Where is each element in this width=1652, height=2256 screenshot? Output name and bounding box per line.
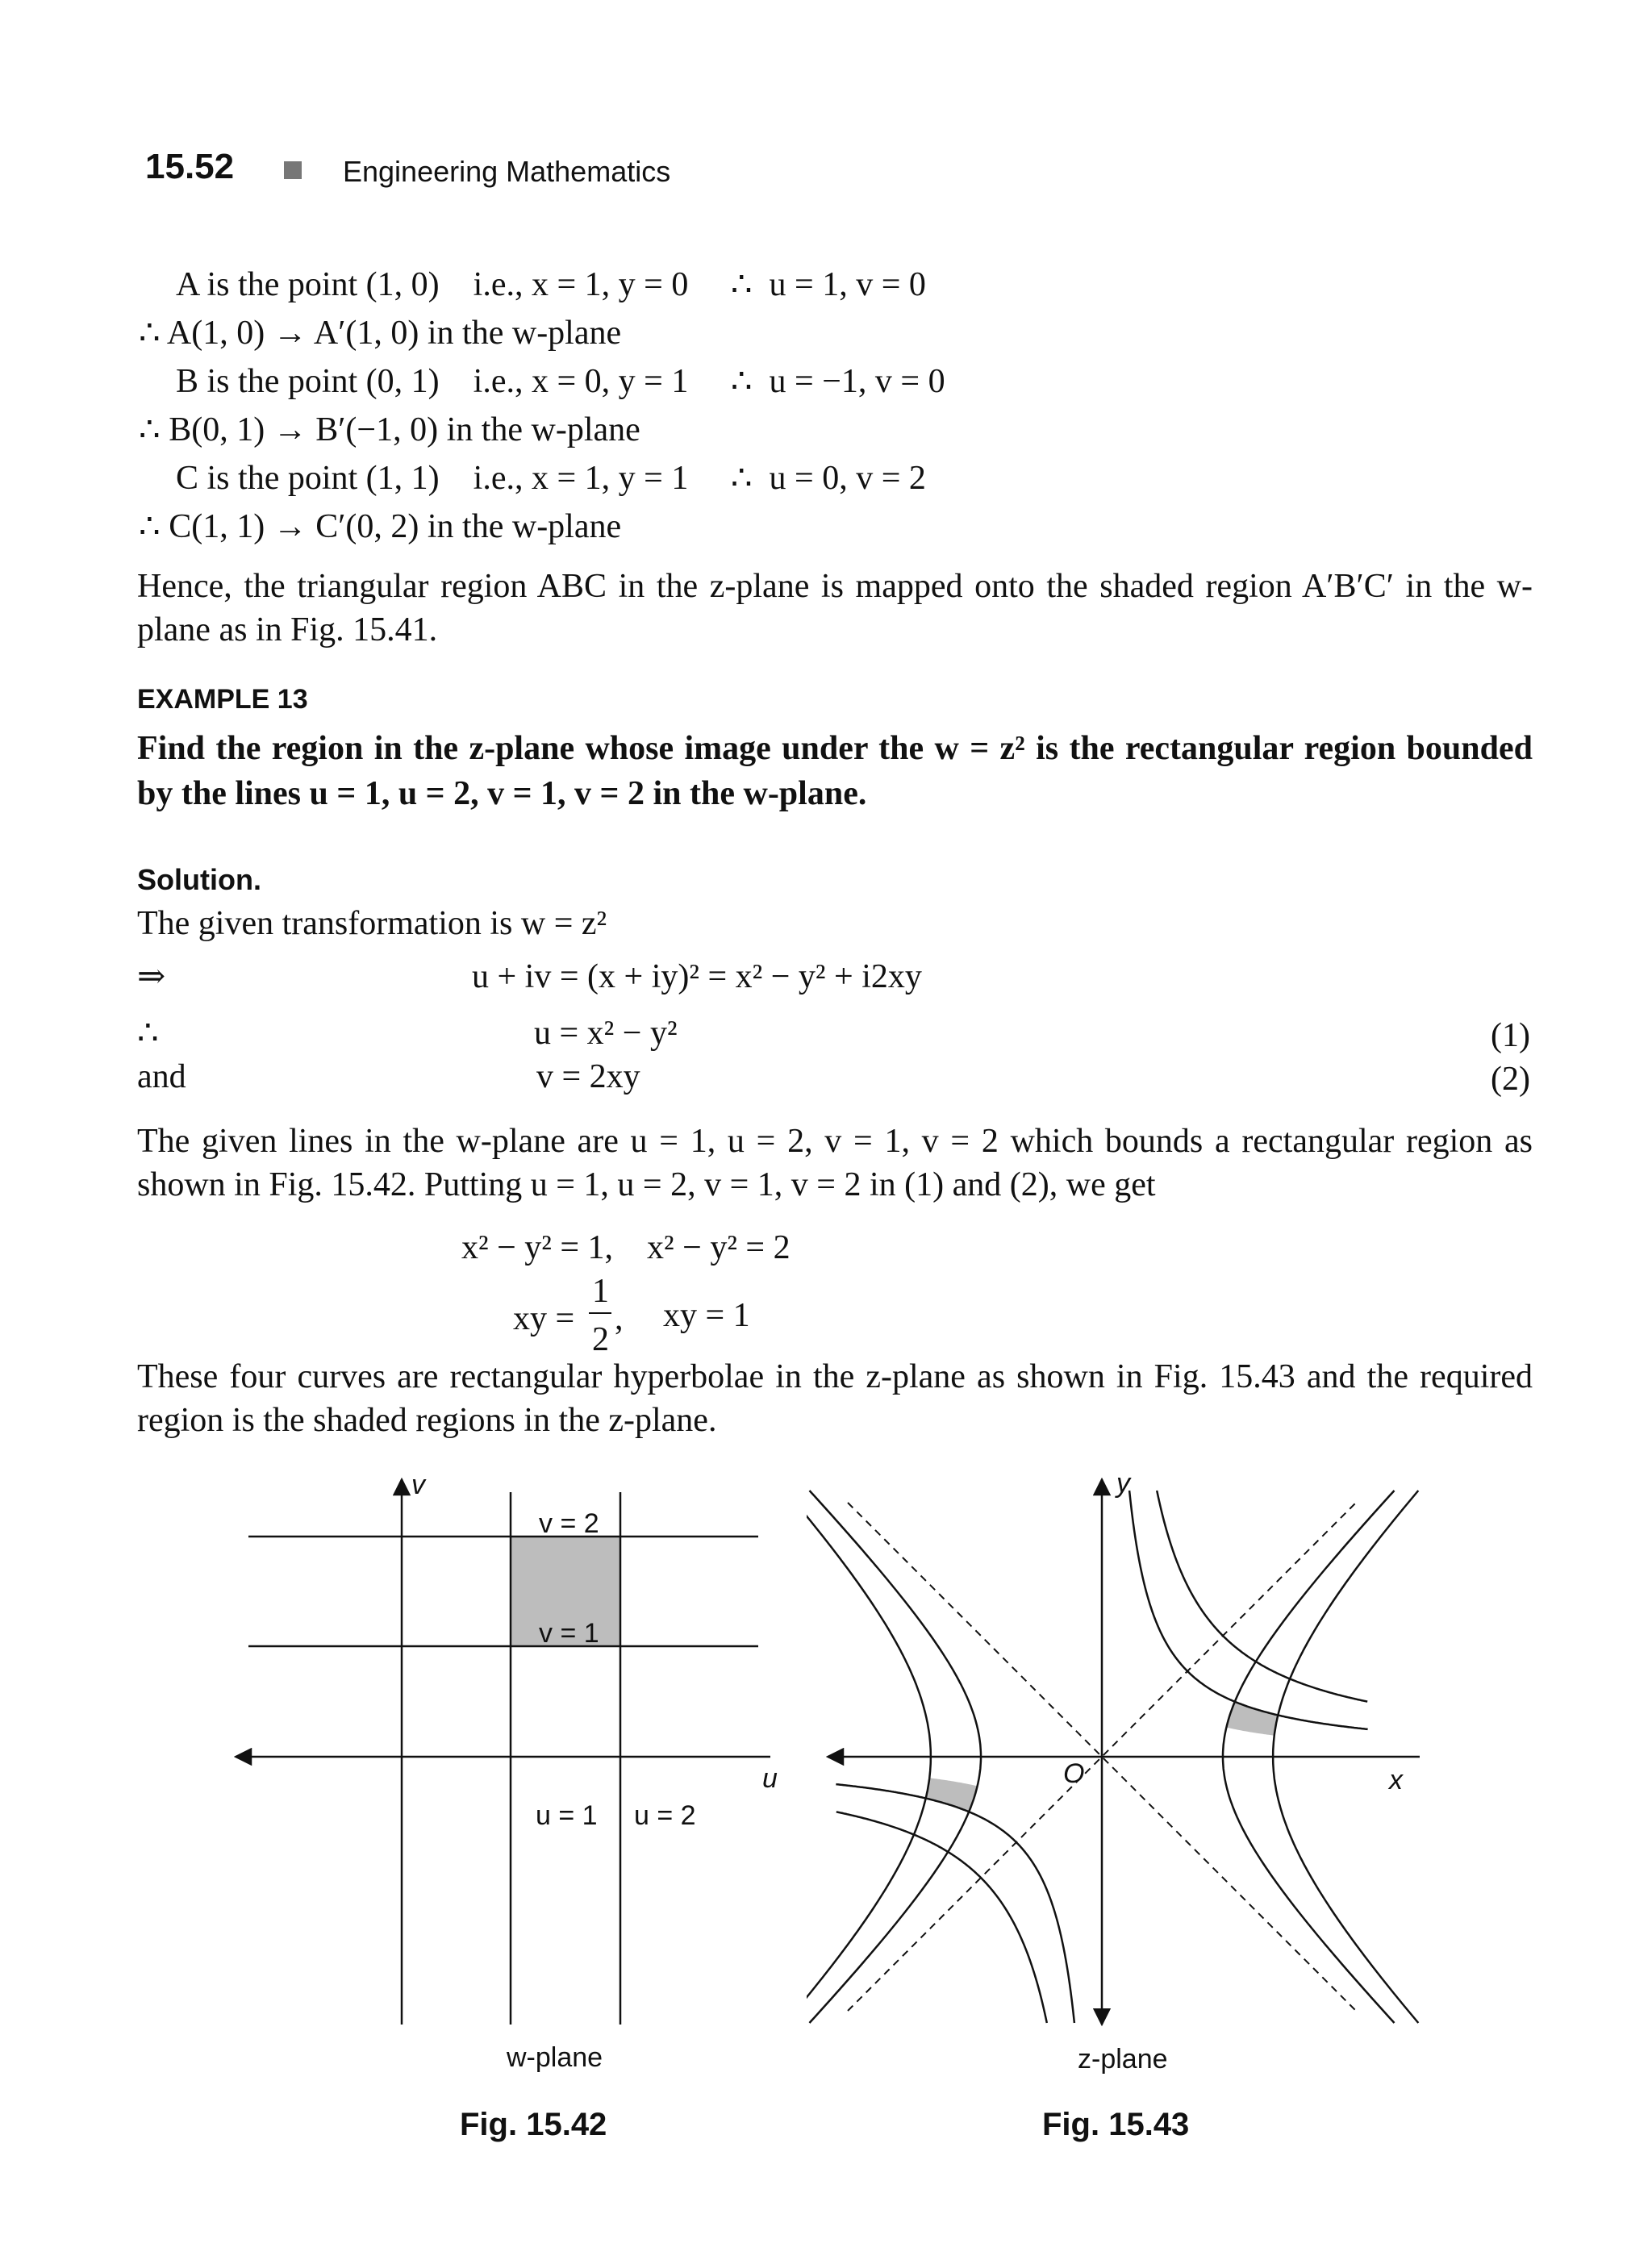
book-title: Engineering Mathematics [343,155,671,188]
implies-symbol: ⇒ [137,958,166,995]
fig42-caption: Fig. 15.42 [460,2107,607,2142]
mapping-line: ∴ B(0, 1) → B′(−1, 0) in the w-plane [139,411,640,448]
equation-2-number: (2) [1491,1061,1530,1098]
solution-label: Solution. [137,863,261,896]
equation-main: u + iv = (x + iy)² = x² − y² + i2xy [472,958,922,995]
page-number: 15.52 [145,147,235,186]
fig42-label-u2: u = 2 [634,1800,696,1831]
mapping-line: ∴ A(1, 0) → A′(1, 0) in the w-plane [139,315,622,352]
fig-15-42-diagram [226,1468,791,2049]
hyperbola-xy-rhs: xy = 1 [663,1297,750,1334]
fig43-caption: Fig. 15.43 [1042,2107,1190,2142]
fig42-axis-u: u [762,1763,778,1794]
fig42-axis-v: v [411,1470,425,1500]
fraction-bar [589,1312,611,1314]
hyperbola-xy-lhs: xy = [513,1300,575,1337]
lines-paragraph: The given lines in the w-plane are u = 1, u = 2, v = 1, v = 2 which bounds a rectangular region as shown in Fig. 15.42. Putting u = 1, u = 2, v = 1, v = 2 in (1) and (2), we get [137,1123,1533,1203]
shaded-region-q1 [1226,1702,1278,1736]
therefore-symbol: ∴ [137,1015,159,1052]
mapping-line: B is the point (0, 1) i.e., x = 0, y = 1 ∴ u = −1, v = 0 [176,363,945,400]
fig42-label-v1: v = 1 [539,1618,599,1649]
solution-intro: The given transformation is w = z² [137,905,607,942]
header-square-icon [284,161,302,179]
hence-paragraph: Hence, the triangular region ABC in the z-plane is mapped onto the shaded region A′B′C′ in the w-plane as in Fig. 15.41. [137,568,1533,648]
equation-1-number: (1) [1491,1017,1530,1054]
fig42-label-v2: v = 2 [539,1508,599,1539]
example-problem: Find the region in the z-plane whose image under the w = z² is the rectangular region bounded by the lines u = 1, u = 2, v = 1, v = 2 in the w-plane. [137,730,1533,812]
fig43-axis-x: x [1389,1765,1403,1795]
fig43-axis-y: y [1116,1468,1130,1499]
fig43-origin: O [1063,1758,1085,1789]
fig42-plane-label: w-plane [507,2042,603,2073]
fig42-label-u1: u = 1 [536,1800,598,1831]
curves-paragraph: These four curves are rectangular hyperbolae in the z-plane as shown in Fig. 15.43 and the required region is the shaded regions in the z-plane. [137,1358,1533,1439]
mapping-line: ∴ C(1, 1) → C′(0, 2) in the w-plane [139,508,622,545]
shaded-region-q3 [926,1778,978,1812]
fig43-plane-label: z-plane [1078,2044,1168,2075]
fraction-numerator: 1 [592,1273,609,1310]
mapping-line: C is the point (1, 1) i.e., x = 1, y = 1 ∴ u = 0, v = 2 [176,460,926,497]
fraction-comma: , [615,1300,624,1337]
equation-1: u = x² − y² [534,1015,678,1052]
hyperbola-equations-row-1: x² − y² = 1, x² − y² = 2 [461,1229,791,1266]
fraction-denominator: 2 [592,1321,609,1358]
fig-15-43-diagram [807,1468,1452,2049]
and-word: and [137,1058,186,1095]
equation-2: v = 2xy [536,1058,640,1095]
example-heading: EXAMPLE 13 [137,684,308,715]
mapping-line: A is the point (1, 0) i.e., x = 1, y = 0 ∴ u = 1, v = 0 [176,266,926,303]
